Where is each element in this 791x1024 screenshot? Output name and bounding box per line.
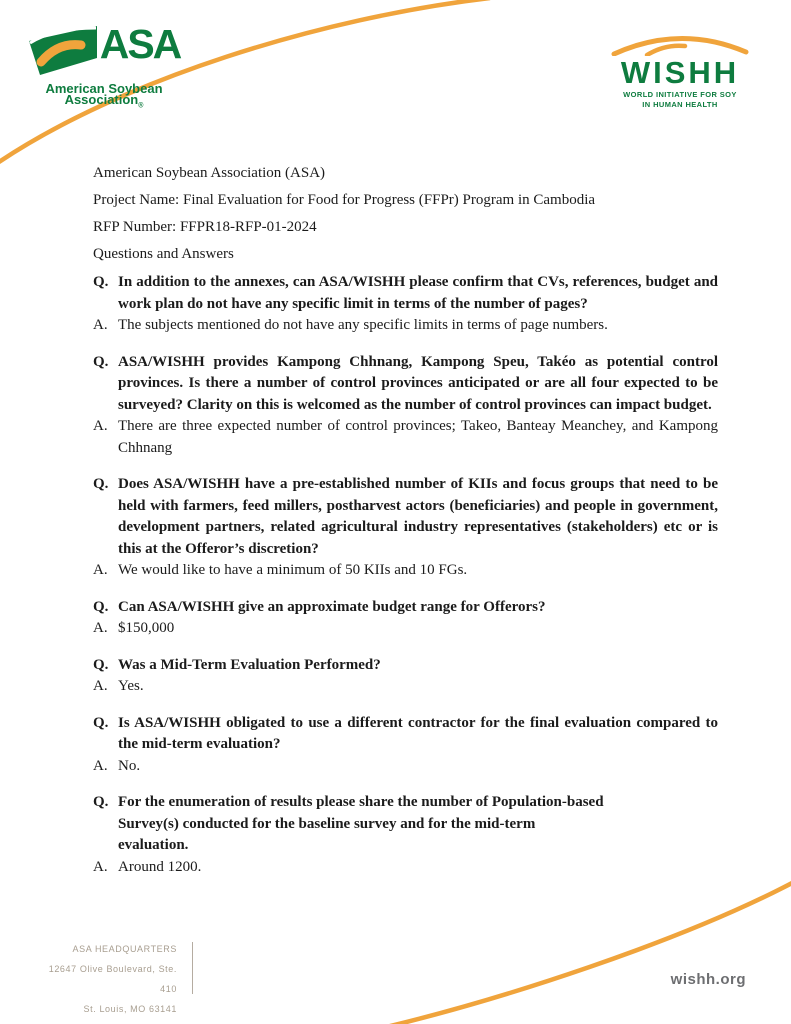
answer-marker: A. (93, 418, 108, 434)
rfp-number: RFP Number: FFPR18-RFP-01-2024 (93, 219, 317, 235)
question-marker: Q. (93, 714, 109, 731)
asa-acronym: ASA (99, 21, 181, 67)
question (93, 272, 718, 315)
question-text: For the enumeration of results please share the number of Population-based Survey(s) conducted for the baseline survey and for the mid-term evaluation. (118, 794, 604, 853)
website-url: wishh.org (670, 971, 746, 988)
answer (93, 676, 718, 698)
qa-item (93, 597, 718, 640)
question-text: Can ASA/WISHH give an approximate budget range for Offerors? (118, 598, 546, 615)
question-text: Was a Mid-Term Evaluation Performed? (118, 656, 381, 673)
footer-address (40, 939, 177, 1019)
question-text: In addition to the annexes, can ASA/WISHH please confirm that CVs, references, budget and work plan do not have any specific limit in terms of the number of pages? (118, 274, 718, 312)
question-marker: Q. (93, 598, 109, 615)
footer-divider (192, 942, 193, 994)
asa-flag-icon (28, 24, 98, 81)
footer-address-line1: ASA HEADQUARTERS (72, 944, 177, 954)
answer-marker: A. (93, 562, 108, 578)
qa-item (93, 352, 718, 460)
footer-address-line2: 12647 Olive Boulevard, Ste. 410 (48, 964, 177, 994)
question (93, 597, 718, 619)
bottom-swoosh-curve (382, 882, 791, 1024)
project-name: Project Name: Final Evaluation for Food for Progress (FFPr) Program in Cambodia (93, 192, 596, 208)
question-marker: Q. (93, 274, 109, 290)
answer-marker: A. (93, 858, 108, 875)
question-text: Is ASA/WISHH obligated to use a different contractor for the final evaluation compared to the mid-term evaluation? (118, 714, 718, 752)
answer (93, 756, 718, 778)
wishh-tagline-line2: IN HUMAN HEALTH (642, 99, 718, 109)
question-marker: Q. (93, 794, 109, 810)
question (93, 713, 718, 756)
question (93, 352, 718, 417)
answer-marker: A. (93, 620, 108, 636)
answer (93, 315, 718, 337)
qa-item (93, 272, 718, 337)
question-text: ASA/WISHH provides Kampong Chhnang, Kampong Speu, Takéo as potential control provinces. Is there a number of control provinces anticipated or are all four expected to be surveyed? Clarity on this is welcomed as the number of control provinces can impact budget. (118, 353, 718, 413)
asa-logo (28, 21, 181, 112)
registered-mark: ® (138, 102, 144, 110)
answer-text: The subjects mentioned do not have any specific limits in terms of page numbers. (118, 317, 608, 333)
answer-text: There are three expected number of control provinces; Takeo, Banteay Meanchey, and Kampong Chhnang (118, 418, 718, 456)
answer-text: No. (118, 757, 141, 774)
answer (93, 618, 718, 640)
qa-item (93, 474, 718, 582)
question-marker: Q. (93, 476, 109, 492)
answer (93, 560, 718, 582)
question-marker: Q. (93, 353, 109, 370)
answer-text: Yes. (118, 678, 144, 694)
answer (93, 416, 718, 459)
wishh-tagline-line1: WORLD INITIATIVE FOR SOY (623, 90, 737, 99)
section-title: Questions and Answers (93, 246, 234, 262)
document-content (93, 160, 718, 893)
wishh-logo (609, 28, 751, 109)
question (93, 655, 718, 677)
answer-marker: A. (93, 678, 108, 694)
question-marker: Q. (93, 656, 109, 673)
document-header (93, 160, 718, 268)
answer-text: Around 1200. (118, 858, 202, 875)
org-name: American Soybean Association (ASA) (93, 165, 326, 181)
question-text: Does ASA/WISHH have a pre-established number of KIIs and focus groups that need to be held with farmers, feed millers, postharvest actors (beneficiaries) and people in government, development partners, related agricultural industry representatives (stakeholders) etc or is this at the Offeror’s discretion? (118, 476, 718, 557)
qa-list (93, 272, 718, 878)
answer (93, 857, 718, 879)
wishh-acronym: WISHH (620, 55, 740, 90)
qa-item (93, 655, 718, 698)
answer-marker: A. (93, 317, 108, 333)
qa-item (93, 792, 718, 878)
asa-name-line1: American Soybean (45, 81, 163, 96)
answer-text: $150,000 (118, 620, 175, 636)
answer-text: We would like to have a minimum of 50 KIIs and 10 FGs. (118, 562, 468, 578)
footer-address-line3: St. Louis, MO 63141 (83, 1004, 177, 1014)
question (93, 792, 718, 857)
qa-item (93, 713, 718, 778)
asa-name-line2: Association (64, 92, 139, 107)
question (93, 474, 718, 560)
answer-marker: A. (93, 757, 108, 774)
